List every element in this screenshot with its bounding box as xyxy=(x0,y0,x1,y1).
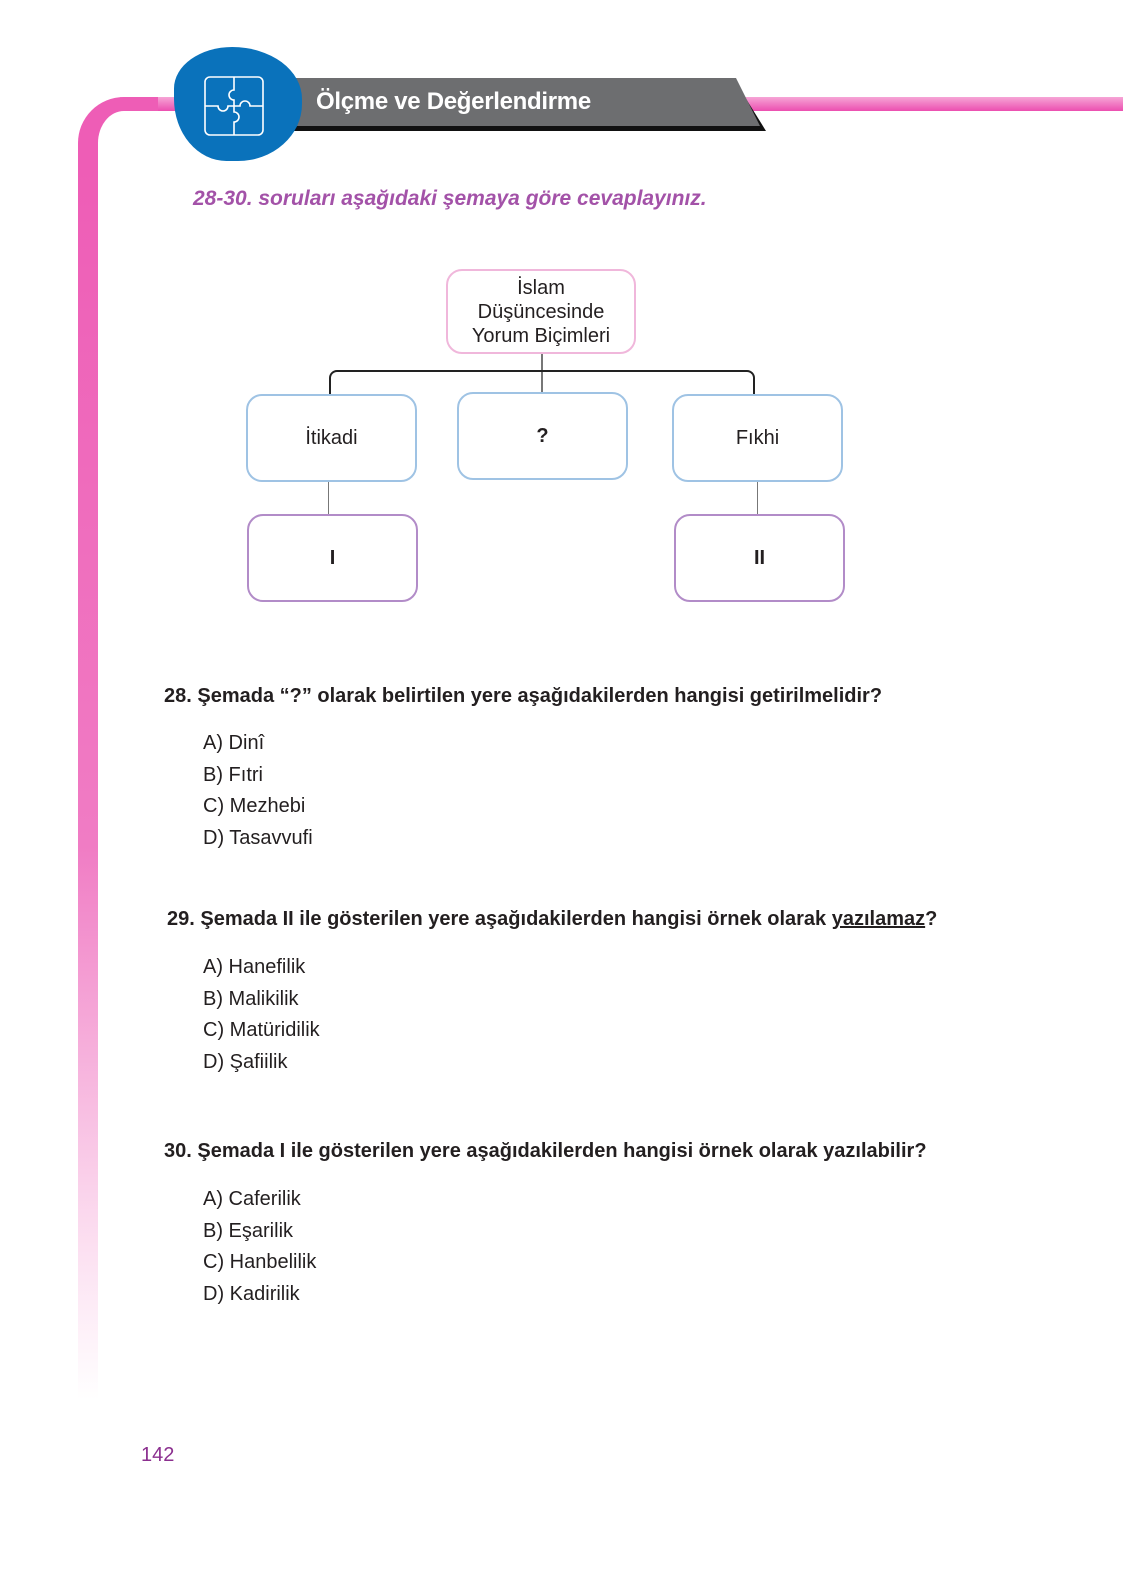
question-29 xyxy=(167,908,937,931)
root-line: Düşüncesinde xyxy=(477,300,605,323)
option[interactable]: D) Şafiilik xyxy=(203,1050,288,1073)
option[interactable]: D) Kadirilik xyxy=(203,1282,300,1305)
options-29 xyxy=(203,952,320,1078)
node-itikadi: İtikadi xyxy=(246,394,417,482)
node-ii: II xyxy=(674,514,845,602)
section-title: Ölçme ve Değerlendirme xyxy=(316,88,591,115)
puzzle-icon xyxy=(204,76,264,136)
option[interactable]: C) Hanbelilik xyxy=(203,1251,317,1273)
option[interactable]: C) Mezhebi xyxy=(203,795,306,817)
connector xyxy=(328,482,329,515)
node-fikhi: Fıkhi xyxy=(672,394,843,482)
question-text: 29. Şemada II ile gösterilen yere aşağıdakilerden hangisi örnek olarak xyxy=(167,908,832,930)
option[interactable]: A) Hanefilik xyxy=(203,956,306,978)
node-i: I xyxy=(247,514,418,602)
option[interactable]: A) Dinî xyxy=(203,732,265,754)
option[interactable]: A) Caferilik xyxy=(203,1188,301,1210)
question-emphasis: yazılamaz xyxy=(831,908,926,930)
option[interactable]: C) Matüridilik xyxy=(203,1019,320,1041)
node-unknown: ? xyxy=(457,392,628,480)
question-30 xyxy=(164,1140,927,1163)
root-line: İslam xyxy=(517,276,565,299)
option[interactable]: B) Eşarilik xyxy=(203,1219,294,1242)
connector-branch xyxy=(329,370,755,394)
page-frame-side xyxy=(78,170,98,1400)
question-28 xyxy=(164,685,882,708)
connector xyxy=(757,482,758,515)
option[interactable]: D) Tasavvufi xyxy=(203,826,313,849)
root-node xyxy=(446,269,636,354)
question-text: 30. Şemada I ile gösterilen yere aşağıdakilerden hangisi örnek olarak yazılabilir? xyxy=(164,1140,927,1162)
options-28 xyxy=(203,728,313,854)
page-frame-corner xyxy=(78,97,158,177)
page-number: 142 xyxy=(141,1444,175,1466)
options-30 xyxy=(203,1184,316,1310)
question-text: 28. Şemada “?” olarak belirtilen yere aşağıdakilerden hangisi getirilmelidir? xyxy=(164,685,883,707)
option[interactable]: B) Malikilik xyxy=(203,987,299,1010)
option[interactable]: B) Fıtri xyxy=(203,763,263,786)
instruction-text: 28-30. soruları aşağıdaki şemaya göre cevaplayınız. xyxy=(193,187,707,210)
question-text: ? xyxy=(925,908,938,930)
root-line: Yorum Biçimleri xyxy=(471,324,611,347)
